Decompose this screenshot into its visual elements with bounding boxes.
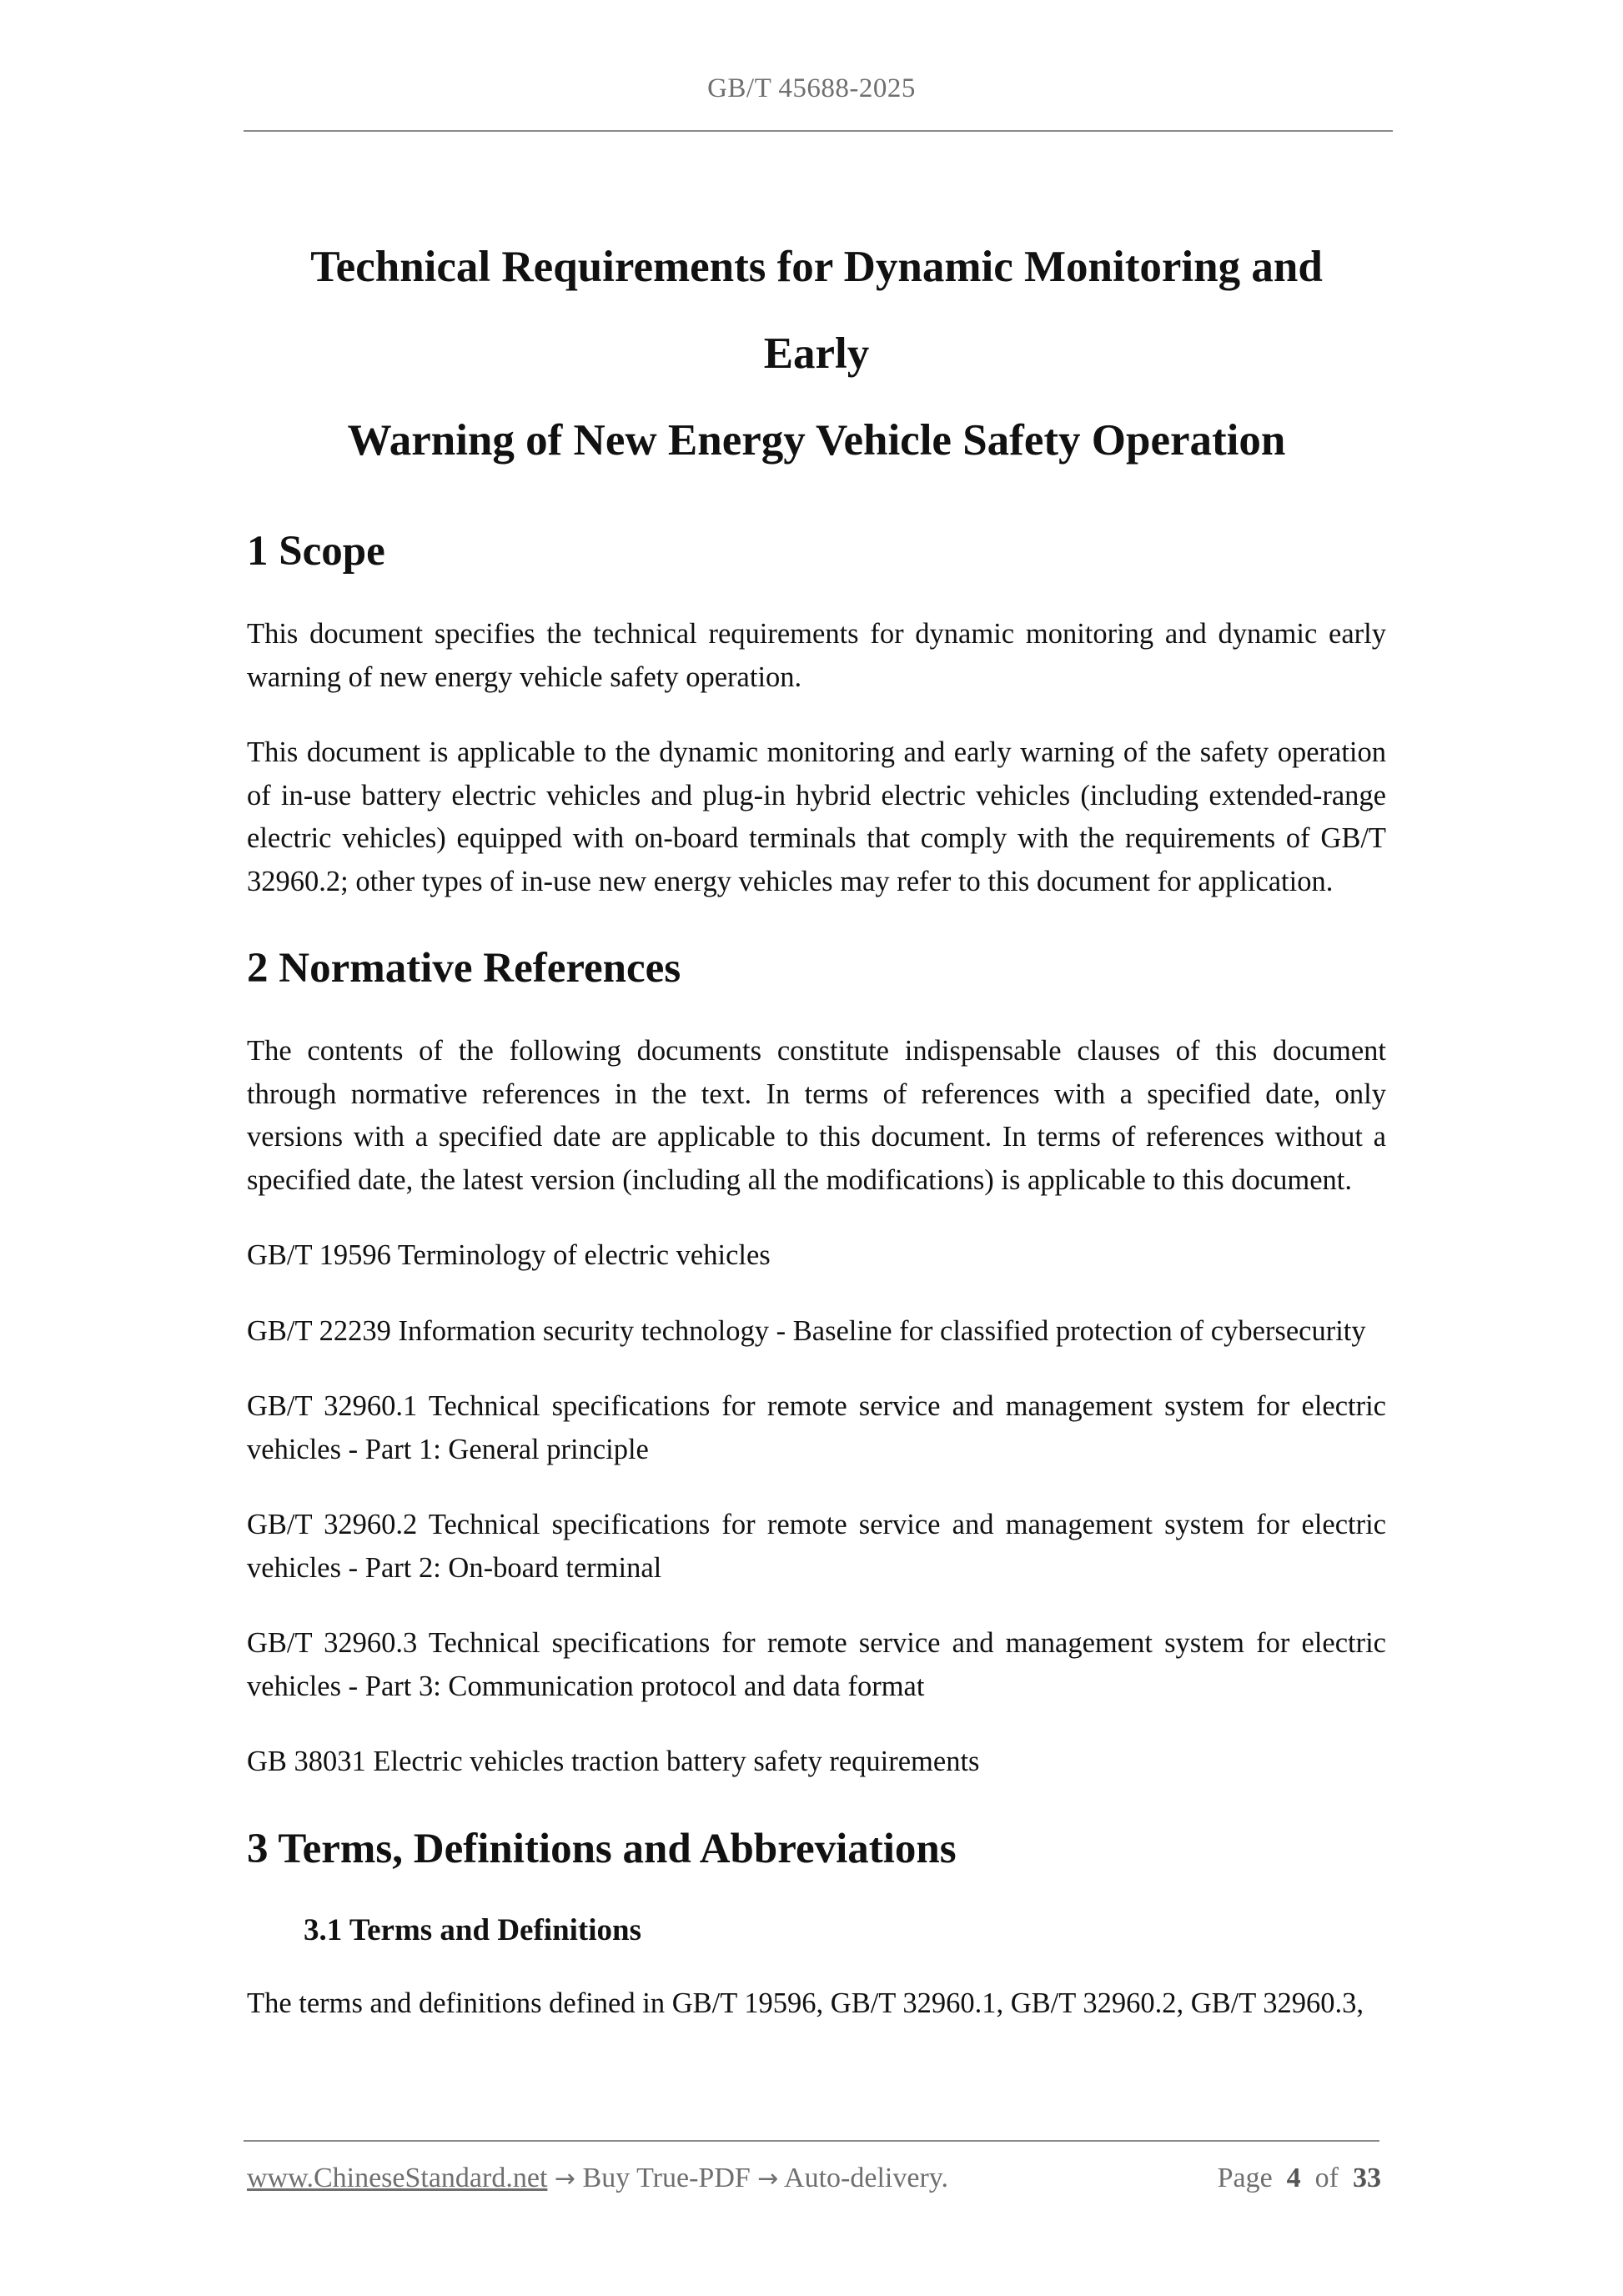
document-title-line-1: Technical Requirements for Dynamic Monitoring and Early — [310, 243, 1323, 378]
section-heading-scope: 1 Scope — [247, 528, 385, 575]
page-total: 33 — [1353, 2163, 1381, 2193]
footer-divider — [244, 2140, 1379, 2142]
reference-item: GB 38031 Electric vehicles traction battery safety requirements — [247, 1746, 980, 1777]
reference-item: GB/T 32960.1 Technical specifications for remote service and management system for electric vehicles - Part 1: General principle — [247, 1390, 1386, 1465]
arrow-right-icon: → — [757, 2164, 779, 2193]
scope-paragraph-1: This document specifies the technical requirements for dynamic monitoring and dynamic early warning of new energy vehicle safety operation. — [247, 618, 1386, 693]
page-content — [247, 224, 1386, 2025]
of-label: of — [1314, 2163, 1339, 2193]
footer-buy-text: Buy True-PDF — [582, 2163, 751, 2193]
normative-intro-paragraph: The contents of the following documents constitute indispensable clauses of this document through normative references in the text. In terms of references with a specified date, only versions with a specified date are applicable to this document. In terms of references without a specified date, the latest version (including all the modifications) is applicable to this document. — [247, 1035, 1386, 1196]
footer-delivery-text: Auto-delivery. — [784, 2163, 949, 2193]
arrow-right-icon: → — [554, 2164, 576, 2193]
header-standard-code: GB/T 45688-2025 — [707, 73, 916, 103]
section-heading-terms: 3 Terms, Definitions and Abbreviations — [247, 1825, 957, 1872]
document-title — [247, 224, 1386, 484]
document-title-line-2: Warning of New Energy Vehicle Safety Operation — [347, 416, 1286, 465]
reference-item: GB/T 32960.3 Technical specifications for remote service and management system for electric vehicles - Part 3: Communication protocol and data format — [247, 1627, 1386, 1702]
reference-item: GB/T 19596 Terminology of electric vehicles — [247, 1239, 771, 1271]
footer-promo — [247, 2163, 948, 2194]
page-number: 4 — [1286, 2163, 1301, 2193]
terms-paragraph-1: The terms and definitions defined in GB/T 19596, GB/T 32960.1, GB/T 32960.2, GB/T 32960.3, — [247, 1987, 1364, 2019]
page-label: Page — [1217, 2163, 1273, 2193]
header-divider — [244, 130, 1393, 132]
reference-item: GB/T 32960.2 Technical specifications for remote service and management system for electric vehicles - Part 2: On-board terminal — [247, 1509, 1386, 1584]
scope-paragraph-2: This document is applicable to the dynamic monitoring and early warning of the safety operation of in-use battery electric vehicles and plug-in hybrid electric vehicles (including extended-range electric vehicles) equipped with on-board terminals that comply with the requirements of GB/T 32960.2; other types of in-use new energy vehicles may refer to this document for application. — [247, 736, 1386, 897]
reference-item: GB/T 22239 Information security technology - Baseline for classified protection of cybersecurity — [247, 1314, 1366, 1347]
section-heading-normative-references: 2 Normative References — [247, 945, 681, 992]
page-counter — [1218, 2163, 1381, 2194]
subsection-heading-terms-definitions: 3.1 Terms and Definitions — [304, 1912, 642, 1947]
website-link[interactable]: www.ChineseStandard.net — [247, 2163, 548, 2193]
